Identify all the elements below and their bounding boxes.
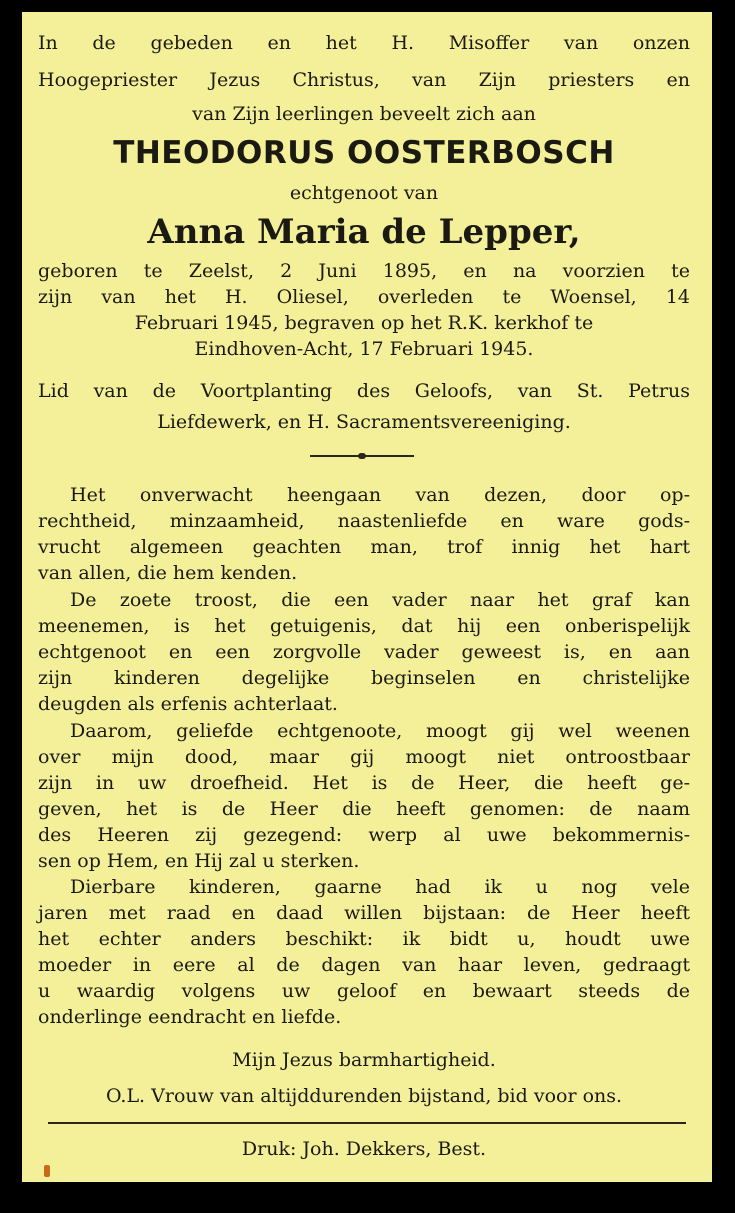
paragraph-line: rechtheid, minzaamheid, naastenliefde en ware gods- — [38, 510, 690, 532]
spouse-name: Anna Maria de Lepper, — [147, 212, 581, 252]
paragraph-line: het echter anders beschikt: ik bidt u, houdt uwe — [38, 928, 690, 950]
divider-ornament — [310, 453, 414, 459]
header-line: Hoogepriester Jezus Christus, van Zijn priesters en — [38, 69, 690, 91]
paragraph-line: van allen, die hem kenden. — [38, 562, 298, 584]
paragraph-line: Dierbare kinderen, gaarne had ik u nog vele — [70, 876, 690, 898]
paragraph-line: jaren met raad en daad willen bijstaan: de Heer heeft — [38, 902, 690, 924]
memorial-card — [22, 12, 712, 1182]
bottom-rule — [48, 1122, 686, 1124]
life-details-line: zijn van het H. Oliesel, overleden te Woensel, 14 — [38, 286, 690, 308]
header-line: In de gebeden en het H. Misoffer van onzen — [38, 32, 690, 54]
paragraph-line: zijn kinderen degelijke beginselen en christelijke — [38, 667, 690, 689]
membership-line: Lid van de Voortplanting des Geloofs, van St. Petrus — [38, 380, 690, 402]
printer-credit: Druk: Joh. Dekkers, Best. — [241, 1138, 487, 1160]
life-details-line: Februari 1945, begraven op het R.K. kerkhof te — [134, 312, 594, 334]
paper-stain — [44, 1165, 50, 1177]
paragraph-line: u waardig volgens uw geloof en bewaart steeds de — [38, 980, 690, 1002]
header-line: van Zijn leerlingen beveelt zich aan — [192, 103, 536, 125]
prayer-line: Mijn Jezus barmhartigheid. — [232, 1049, 496, 1071]
paragraph-line: geven, het is de Heer die heeft genomen: de naam — [38, 798, 690, 820]
paragraph-line: zijn in uw droefheid. Het is de Heer, die heeft ge- — [38, 772, 690, 794]
paragraph-line: des Heeren zij gezegend: werp al uwe bekommernis- — [38, 824, 690, 846]
life-details-line: Eindhoven-Acht, 17 Februari 1945. — [194, 338, 534, 360]
paragraph-line: sen op Hem, en Hij zal u sterken. — [38, 850, 360, 872]
membership-line: Liefdewerk, en H. Sacramentsvereeniging. — [157, 411, 571, 433]
paragraph-line: echtgenoot en een zorgvolle vader geweest is, en aan — [38, 641, 690, 663]
prayer-line: O.L. Vrouw van altijddurenden bijstand, bid voor ons. — [105, 1085, 623, 1107]
paragraph-line: meenemen, is het getuigenis, dat hij een onberispelijk — [38, 615, 690, 637]
paragraph-line: Het onverwacht heengaan van dezen, door op- — [70, 484, 690, 506]
relation-text: echtgenoot van — [289, 182, 439, 204]
paragraph-line: moeder in eere al de dagen van haar leven, gedraagt — [38, 954, 690, 976]
paragraph-line: over mijn dood, maar gij moogt niet ontroostbaar — [38, 746, 690, 768]
paragraph-line: onderlinge eendracht en liefde. — [38, 1006, 342, 1028]
paragraph-line: deugden als erfenis achterlaat. — [38, 693, 338, 715]
life-details-line: geboren te Zeelst, 2 Juni 1895, en na voorzien te — [38, 260, 690, 282]
paragraph-line: vrucht algemeen geachten man, trof innig het hart — [38, 536, 690, 558]
paragraph-line: De zoete troost, die een vader naar het graf kan — [70, 589, 690, 611]
deceased-name: THEODORUS OOSTERBOSCH — [113, 135, 615, 171]
paragraph-line: Daarom, geliefde echtgenoote, moogt gij wel weenen — [70, 720, 690, 742]
